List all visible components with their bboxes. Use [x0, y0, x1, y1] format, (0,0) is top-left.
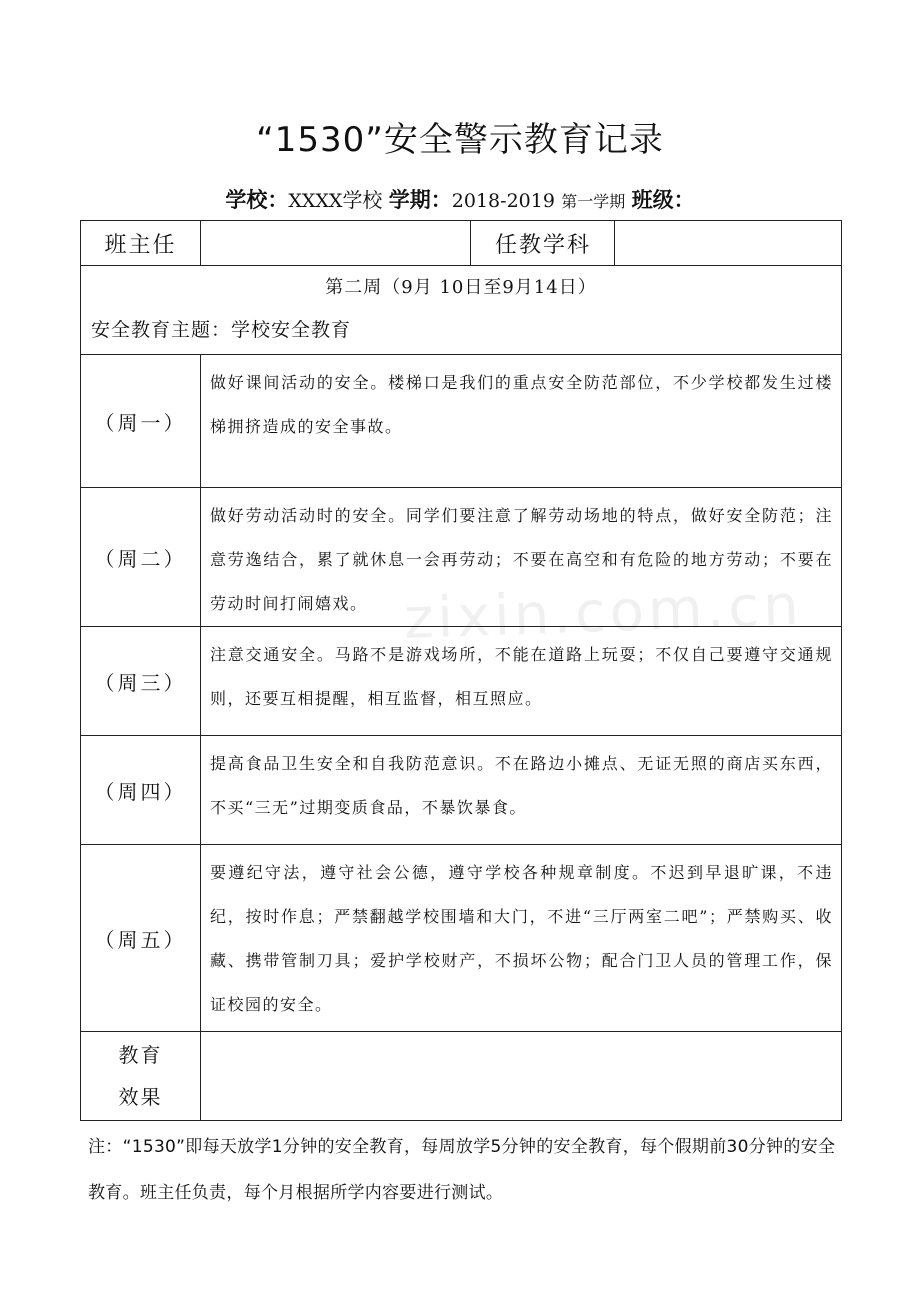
week-range: 第二周（9月 10日至9月14日）	[325, 277, 597, 298]
head-teacher-field[interactable]	[201, 221, 471, 266]
term-suffix: 第一学期	[561, 192, 626, 211]
header-row	[81, 221, 842, 266]
day-text-wednesday: 注意交通安全。马路不是游戏场所，不能在道路上玩耍；不仅自己要遵守交通规则，还要互相提醒，相互监督，相互照应。	[201, 627, 842, 736]
day-row-friday	[81, 845, 842, 1032]
document-title: “1530”安全警示教育记录	[256, 120, 664, 160]
term-value: 2018-2019	[451, 190, 555, 212]
record-table	[80, 220, 842, 1121]
effect-row	[81, 1032, 842, 1121]
head-teacher-label: 班主任	[81, 221, 201, 266]
school-label: 学校：	[225, 188, 289, 212]
day-label-friday: （周五）	[81, 845, 201, 1032]
subject-field[interactable]	[615, 221, 842, 266]
day-label-thursday: （周四）	[81, 736, 201, 845]
effect-label-line1: 教育	[118, 1043, 163, 1067]
footnote: 注：“1530”即每天放学1分钟的安全教育，每周放学5分钟的安全教育，每个假期前30分钟的安全教育。班主任负责，每个月根据所学内容要进行测试。	[88, 1137, 836, 1203]
day-text-tuesday: 做好劳动活动时的安全。同学们要注意了解劳动场地的特点，做好安全防范；注意劳逸结合，累了就休息一会再劳动；不要在高空和有危险的地方劳动；不要在劳动时间打闹嬉戏。	[201, 488, 842, 627]
effect-field[interactable]	[201, 1032, 842, 1121]
week-row	[81, 266, 842, 355]
day-label-tuesday: （周二）	[81, 488, 201, 627]
day-label-wednesday: （周三）	[81, 627, 201, 736]
subject-label: 任教学科	[471, 221, 615, 266]
school-suffix: 学校	[342, 188, 383, 212]
day-row-monday	[81, 355, 842, 488]
day-label-monday: （周一）	[81, 355, 201, 488]
school-value: XXXX	[288, 190, 343, 212]
effect-label-line2: 效果	[118, 1085, 163, 1109]
day-text-friday: 要遵纪守法，遵守社会公德，遵守学校各种规章制度。不迟到早退旷课，不违纪，按时作息；严禁翻越学校围墙和大门，不进“三厅两室二吧”；严禁购买、收藏、携带管制刀具；爱护学校财产，不损坏公物；配合门卫人员的管理工作，保证校园的安全。	[201, 845, 842, 1032]
day-text-monday: 做好课间活动的安全。楼梯口是我们的重点安全防范部位，不少学校都发生过楼梯拥挤造成的安全事故。	[201, 355, 842, 488]
effect-label	[81, 1032, 201, 1121]
term-label: 学期：	[388, 188, 452, 212]
class-label: 班级：	[631, 188, 695, 212]
day-row-thursday	[81, 736, 842, 845]
watermark: zixin.com.cn	[402, 573, 804, 652]
document-meta	[0, 184, 920, 214]
day-text-thursday: 提高食品卫生安全和自我防范意识。不在路边小摊点、无证无照的商店买东西，不买“三无”过期变质食品，不暴饮暴食。	[201, 736, 842, 845]
safety-topic: 安全教育主题：学校安全教育	[91, 319, 352, 341]
